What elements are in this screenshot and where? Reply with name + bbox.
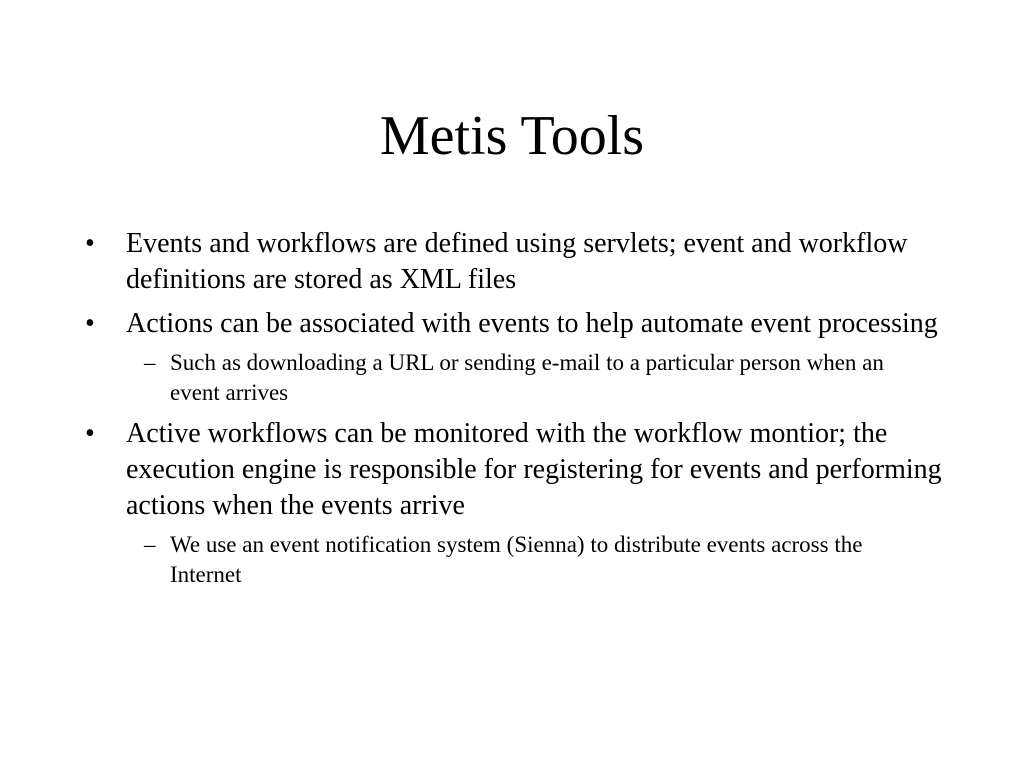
bullet-marker: • xyxy=(85,308,95,339)
sub-bullet-text: Such as downloading a URL or sending e-mail to a particular person when an event arrives xyxy=(170,350,884,405)
sub-bullet-item xyxy=(0,348,1024,408)
bullet-marker: • xyxy=(85,228,95,259)
bullet-list xyxy=(0,226,1024,598)
bullet-item xyxy=(0,306,1024,342)
bullet-item xyxy=(0,416,1024,524)
sub-bullet-item xyxy=(0,530,1024,590)
bullet-item xyxy=(0,226,1024,298)
bullet-text: Actions can be associated with events to help automate event processing xyxy=(126,308,938,339)
sub-bullet-marker: – xyxy=(144,532,156,557)
bullet-marker: • xyxy=(85,418,95,449)
sub-bullet-text: We use an event notification system (Sienna) to distribute events across the Internet xyxy=(170,532,863,587)
bullet-text: Events and workflows are defined using servlets; event and workflow definitions are stored as XML files xyxy=(126,228,908,295)
slide-title: Metis Tools xyxy=(379,105,645,167)
sub-bullet-marker: – xyxy=(144,350,156,375)
bullet-text: Active workflows can be monitored with the workflow montior; the execution engine is responsible for registering for events and performing actions when the events arrive xyxy=(126,418,942,521)
